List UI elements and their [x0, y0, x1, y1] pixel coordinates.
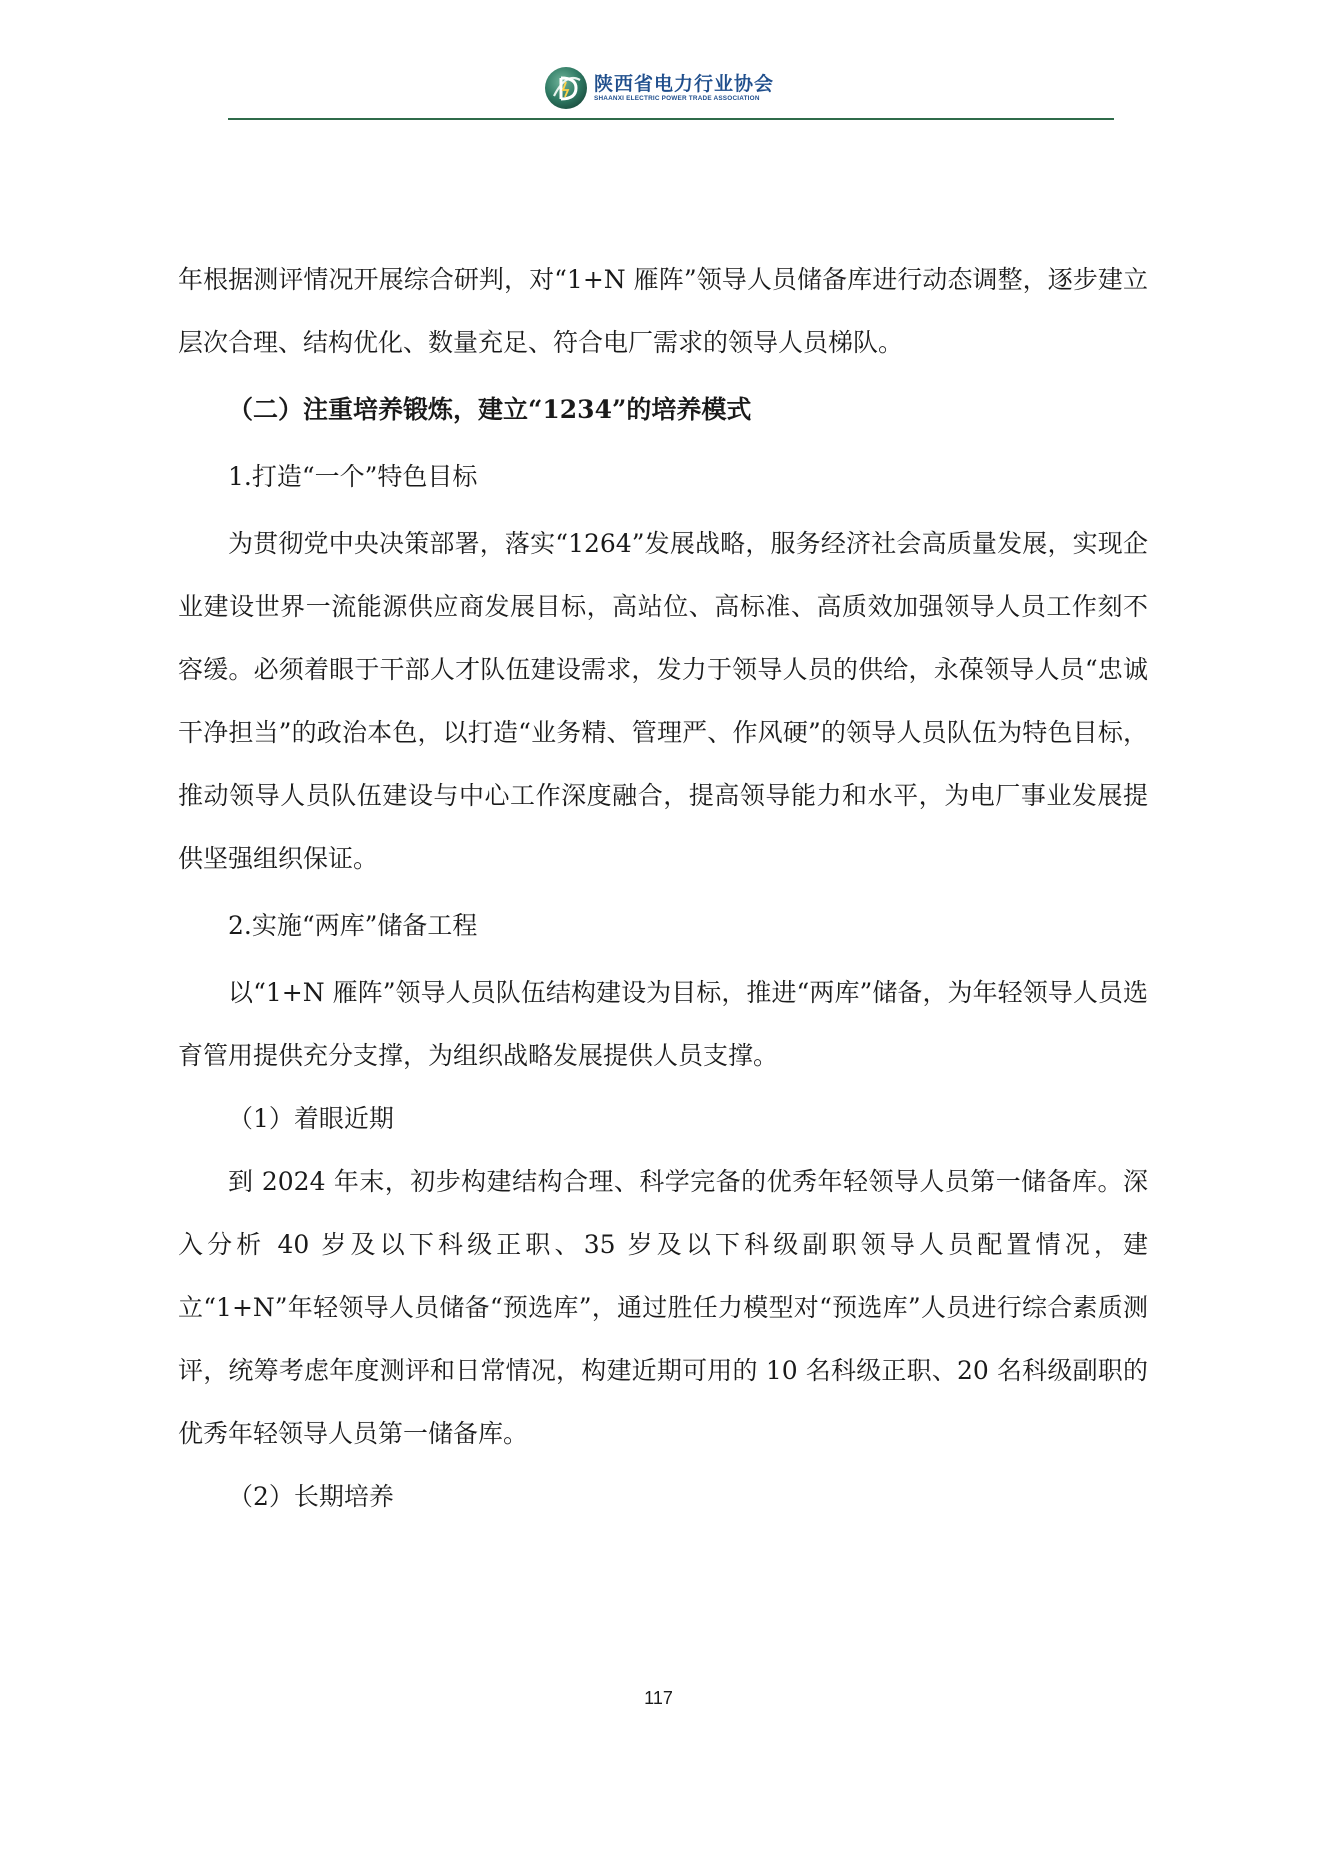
body-paragraph: 以“1+N 雁阵”领导人员队伍结构建设为目标，推进“两库”储备，为年轻领导人员选育管用提供充分支撑，为组织战略发展提供人员支撑。 [178, 978, 1148, 1070]
org-name-cn: 陕西省电力行业协会 [594, 73, 775, 95]
body-paragraph: 到 2024 年末，初步构建结构合理、科学完备的优秀年轻领导人员第一储备库。深入分析 40 岁及以下科级正职、35 岁及以下科级副职领导人员配置情况，建立“1+N”年轻领导人员储备“预选库”，通过胜任力模型对“预选库”人员进行综合素质测评，统筹考虑年度测评和日常情况，构建近期可用的 10 名科级正职、20 名科级副职的优秀年轻领导人员第一储备库。 [178, 1167, 1148, 1448]
subsection-heading: 1.打造“一个”特色目标 [228, 462, 478, 491]
association-logo [544, 66, 774, 110]
item-heading: （2）长期培养 [228, 1482, 394, 1511]
section-heading: （二）注重培养锻炼，建立“1234”的培养模式 [228, 395, 752, 424]
page-number: 117 [644, 1688, 673, 1708]
org-name-en: SHAANXI ELECTRIC POWER TRADE ASSOCIATION [594, 95, 760, 102]
header-divider [228, 118, 1114, 120]
body-paragraph: 年根据测评情况开展综合研判，对“1+N 雁阵”领导人员储备库进行动态调整，逐步建立层次合理、结构优化、数量充足、符合电厂需求的领导人员梯队。 [178, 265, 1148, 357]
item-heading: （1）着眼近期 [228, 1104, 394, 1133]
document-body [178, 248, 1148, 1528]
subsection-heading: 2.实施“两库”储备工程 [228, 911, 478, 940]
page-header [228, 62, 1114, 122]
body-paragraph: 为贯彻党中央决策部署，落实“1264”发展战略，服务经济社会高质量发展，实现企业建设世界一流能源供应商发展目标，高站位、高标准、高质效加强领导人员工作刻不容缓。必须着眼于干部人才队伍建设需求，发力于领导人员的供给，永葆领导人员“忠诚干净担当”的政治本色，以打造“业务精、管理严、作风硬”的领导人员队伍为特色目标，推动领导人员队伍建设与中心工作深度融合，提高领导能力和水平，为电厂事业发展提供坚强组织保证。 [178, 529, 1148, 873]
association-logo-icon [544, 66, 588, 110]
